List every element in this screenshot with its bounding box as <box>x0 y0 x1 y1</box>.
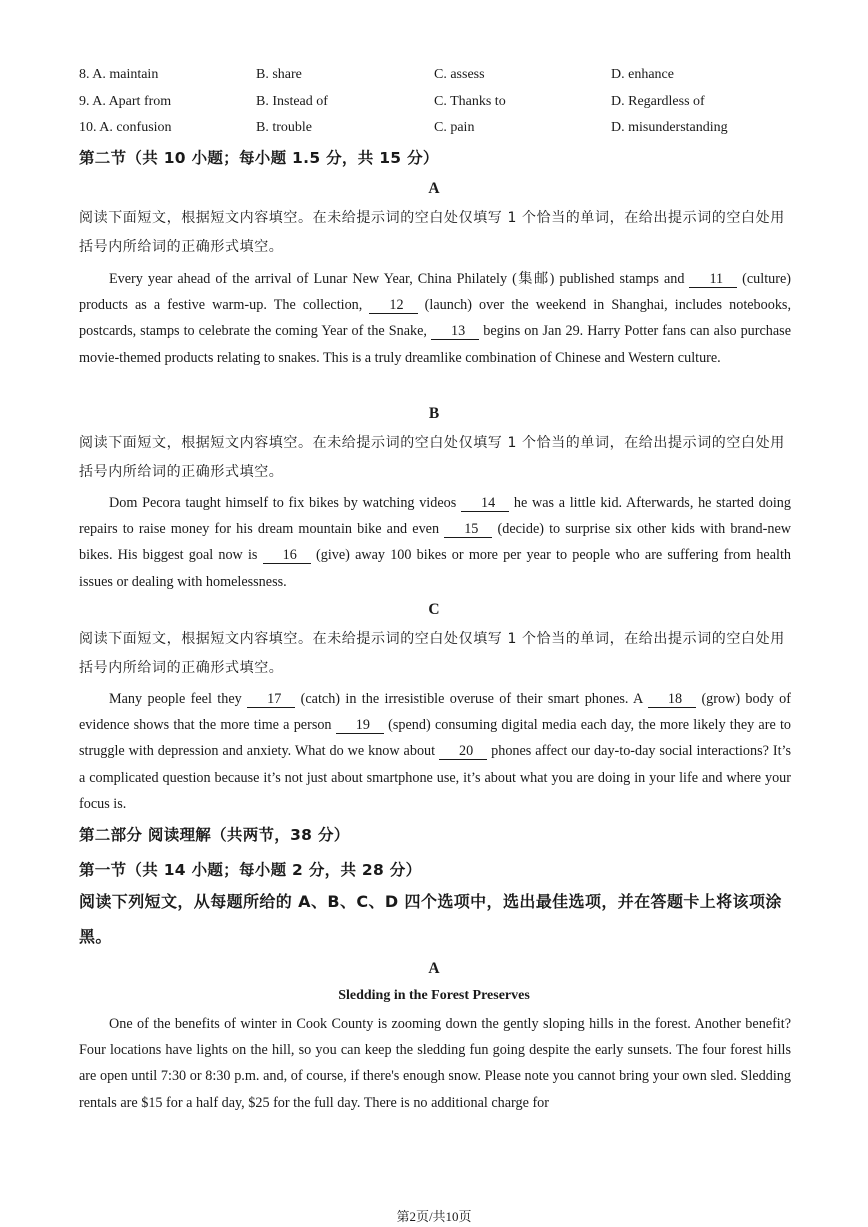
blank-18[interactable]: 18 <box>648 692 696 708</box>
part2-section1-heading: 第一节（共 14 小题；每小题 2 分，共 28 分） <box>79 861 422 879</box>
passage-c-text: Many people feel they 17 (catch) in the irresistible overuse of their smart phones. A 18 (grow) body of evidence shows that the more time a person 19 (spend) consuming digital media each day, the more likely they are to struggle with depression and anxiety. What do we know about 20 phones affect our day-to-day social interactions? It’s a complicated question because it’s not just about smartphone use, it’s about what you are doing in your life and where your focus is. <box>79 691 792 812</box>
question-8-options <box>79 64 799 86</box>
part2-heading: 第二部分 阅读理解（共两节，38 分） <box>79 826 350 844</box>
blank-16[interactable]: 16 <box>263 548 311 564</box>
option-9b: B. Instead of <box>256 94 328 109</box>
reading-instruction: 阅读下列短文，从每题所给的 A、B、C、D 四个选项中，选出最佳选项，并在答题卡上将该项涂黑。 <box>79 892 782 946</box>
blank-17[interactable]: 17 <box>247 692 295 708</box>
option-9c: C. Thanks to <box>434 94 506 109</box>
option-10b: B. trouble <box>256 120 312 135</box>
passage-c-label: C <box>428 601 440 618</box>
passage-b-instruction: 阅读下面短文，根据短文内容填空。在未给提示词的空白处仅填写 1 个恰当的单词，在给出提示词的空白处用括号内所给词的正确形式填空。 <box>79 435 785 480</box>
option-9d: D. Regardless of <box>611 94 705 109</box>
blank-20[interactable]: 20 <box>439 744 487 760</box>
passage-c-instruction: 阅读下面短文，根据短文内容填空。在未给提示词的空白处仅填写 1 个恰当的单词，在给出提示词的空白处用括号内所给词的正确形式填空。 <box>79 631 785 676</box>
blank-14[interactable]: 14 <box>461 496 509 512</box>
option-8a: 8. A. maintain <box>79 67 159 82</box>
page-number: 第2页/共10页 <box>396 1209 472 1224</box>
passage-a-label: A <box>428 180 440 197</box>
reading-a-text: One of the benefits of winter in Cook County is zooming down the gently sloping hills in the forest. Another benefit? Four locations have lights on the hill, so you can keep the sledding fun going despite the early sunsets. The four forest hills are open until 7:30 or 8:30 p.m. and, of course, if there's enough snow. Please note you cannot bring your own sled. Sledding rentals are $15 for a half day, $25 for the full day. There is no additional charge for <box>79 1016 791 1111</box>
reading-a-label: A <box>428 960 440 977</box>
passage-a-instruction: 阅读下面短文，根据短文内容填空。在未给提示词的空白处仅填写 1 个恰当的单词，在给出提示词的空白处用括号内所给词的正确形式填空。 <box>79 210 785 255</box>
reading-a-title: Sledding in the Forest Preserves <box>338 988 530 1003</box>
option-8d: D. enhance <box>611 67 674 82</box>
blank-11[interactable]: 11 <box>689 272 737 288</box>
blank-19[interactable]: 19 <box>336 718 384 734</box>
option-10c: C. pain <box>434 120 475 135</box>
blank-12[interactable]: 12 <box>369 298 417 314</box>
option-10d: D. misunderstanding <box>611 120 728 135</box>
option-9a: 9. A. Apart from <box>79 94 172 109</box>
blank-15[interactable]: 15 <box>444 522 492 538</box>
option-8b: B. share <box>256 67 302 82</box>
question-9-options <box>79 91 799 113</box>
section2-heading: 第二节（共 10 小题；每小题 1.5 分，共 15 分） <box>79 149 439 167</box>
option-8c: C. assess <box>434 67 485 82</box>
blank-13[interactable]: 13 <box>431 324 479 340</box>
passage-a-text: Every year ahead of the arrival of Lunar New Year, China Philately (集邮) published stamps and 11 (culture) products as a festive warm-up. The collection, 12 (launch) over the weekend in Shanghai, includes notebooks, postcards, stamps to celebrate the coming Year of the Snake, 13 begins on Jan 29. Harry Potter fans can also purchase movie-themed products relating to snakes. This is a truly dreamlike combination of Chinese and Western culture. <box>79 271 791 366</box>
passage-b-label: B <box>428 405 440 422</box>
question-10-options <box>79 117 799 139</box>
passage-b-text: Dom Pecora taught himself to fix bikes by watching videos 14 he was a little kid. Afterwards, he started doing repairs to raise money for his dream mountain bike and even 15 (decide) to surprise six other kids with brand-new bikes. His biggest goal now is 16 (give) away 100 bikes or more per year to people who are suffering from health issues or dealing with homelessness. <box>79 495 791 590</box>
option-10a: 10. A. confusion <box>79 120 172 135</box>
